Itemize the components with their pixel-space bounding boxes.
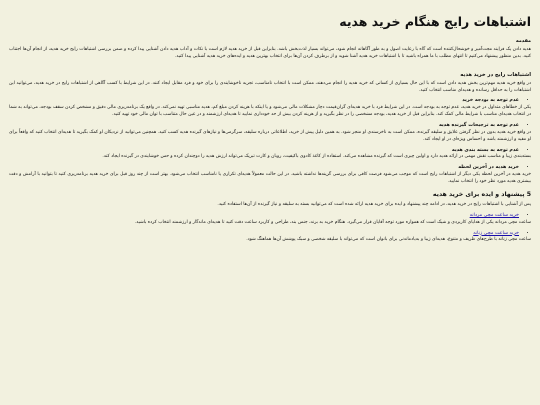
section-heading-budget: • عدم توجه به بودجه خرید	[9, 97, 519, 105]
ideas-list-men	[9, 212, 531, 220]
budget-list	[9, 97, 531, 105]
womens-watch-paragraph: ساعت مچی زنانه با طرح‌های ظریف و متنوع، هدیه‌ای زیبا و به‌یادماندنی برای بانوان است که می‌تواند با سلیقه شخصی و سبک پوشش آن‌ها هماهنگ شود.	[246, 237, 531, 243]
last-minute-list	[9, 164, 531, 172]
section-paragraph-preferences: در واقع خرید هدیه بدون در نظر گرفتن علایق و سلیقه گیرنده، ممکن است به ناخرسندی او منجر شود. به همین دلیل پیش از خرید، اطلاعاتی درباره سلیقه، سرگرمی‌ها و نیازهای گیرنده هدیه کسب کنید. همچنین می‌توانید از نزدیکان او کمک بگیرید تا هدیه‌ای انتخاب کنید که واقعاً برای او مفید و ارزشمند باشد و احساس ویژه‌ای در او ایجاد کند.	[9, 129, 531, 142]
ideas-item-men	[9, 212, 519, 220]
section-paragraph-ideas: پس از آشنایی با اشتباهات رایج در خرید هدیه، در ادامه چند پیشنهاد و ایده برای خرید هدیه ارائه شده است که می‌توانید بسته به سلیقه و نیاز گیرنده از آن‌ها استفاده کنید.	[217, 202, 531, 208]
mens-watch-paragraph: ساعت مچی مردانه یکی از هدایای کاربردی و شیک است که همواره مورد توجه آقایان قرار می‌گیرد. هنگام خرید به برند، جنس بند، طراحی و کاربرد ساعت دقت کنید تا هدیه‌ای ماندگار و ارزشمند انتخاب کرده باشید.	[134, 219, 531, 225]
section-heading-last-minute: • خرید هدیه در آخرین لحظه	[9, 164, 519, 172]
section-paragraph-packaging: بسته‌بندی زیبا و مناسب نقش مهمی در ارائه هدیه دارد و اولین چیزی است که گیرنده مشاهده می‌کند. استفاده از کاغذ کادوی باکیفیت، روبان و کارت تبریک می‌تواند ارزش هدیه را دوچندان کرده و حس خوشایندی در گیرنده ایجاد کند.	[102, 154, 531, 160]
mens-watch-link[interactable]: خرید ساعت مچی مردانه	[469, 212, 519, 218]
preferences-list	[9, 122, 531, 130]
womens-watch-link[interactable]: خرید ساعت مچی زنانه	[473, 230, 519, 236]
intro-paragraph: هدیه دادن یک فرایند مجت‌آمیز و خوشحال‌کننده است که گاه با رعایت اصول و به طور آگاهانه انجام شود، می‌تواند بسیار لذت‌بخش باشد. بنابراین قبل از خرید هدیه لازم است با نکات و آداب هدیه دادن آشنایی پیدا کرده و ضمن بررسی اشتباهات رایج خرید هدیه، از انجام آن‌ها اجتناب کنید. بدین منظور پیشنهاد می‌کنیم تا انتهای مطلب با ما همراه باشید تا با اشتباهات خرید هدیه آشنا شوید و از برطرف کردن آن‌ها برای انتخاب بهترین هدیه و ایده‌های خرید هدیه آشنایی پیدا کنید.	[9, 46, 531, 59]
section-heading-packaging: • عدم توجه به بسته بندی هدیه	[9, 147, 519, 155]
section-paragraph-budget: یکی از خطاهای متداول در خرید هدیه، عدم توجه به بودجه است. در این شرایط فرد با خرید هدیه‌ای گران‌قیمت دچار مشکلات مالی می‌شود و یا اینکه با هزینه کردن مبلغ کم، هدیه مناسبی تهیه نمی‌کند. در واقع یک برنامه‌ریزی مالی دقیق و مشخص کردن سقف بودجه، می‌تواند به شما در انتخاب هدیه‌ای مناسب با شرایط مالی کمک کند. بنابراین قبل از خرید هدیه، بودجه مشخصی را در نظر بگیرید و از هزینه کردن بیش از حد خودداری نمایید تا هدیه‌ای ارزشمند و در عین حال متناسب با توان مالی خود تهیه کنید.	[9, 105, 531, 118]
section-heading-common-mistakes: اشتباهات رایج در خرید هدیه	[460, 71, 531, 78]
section-heading-ideas: 5 پیشنهاد و ایده برای خرید هدیه	[432, 190, 531, 198]
section-heading-preferences: • عدم توجه به ترجیحات گیرنده هدیه	[9, 122, 519, 130]
section-paragraph-common-mistakes: در واقع خرید هدیه مهم‌ترین بخش هدیه دادن است که با این حال بسیاری از کسانی که خرید هدیه را انجام می‌دهند، ممکن است با انتخاب نامناسب، تجربه ناخوشایندی را برای خود و فرد مقابل ایجاد کنند. در این شرایط با کسب آگاهی از اشتباهات رایج در خرید هدیه، می‌توانید این اشتباهات را به حداقل رسانده و هدیه‌ای مناسب انتخاب کنید.	[9, 80, 531, 93]
intro-heading: مقدمه	[515, 38, 531, 44]
section-paragraph-last-minute: خرید هدیه در آخرین لحظه یکی دیگر از اشتباهات رایج است که موجب می‌شود فرصت کافی برای بررسی گزینه‌ها نداشته باشید. در این حالت معمولاً هدیه‌ای تکراری یا نامناسب انتخاب می‌شود. بهتر است از چند روز قبل برای خرید هدیه برنامه‌ریزی کنید تا بتوانید با آرامش و دقت بیشتری هدیه مورد نظر خود را انتخاب نمایید.	[9, 172, 531, 184]
page-title: اشتباهات رایج هنگام خرید هدیه	[339, 14, 531, 29]
